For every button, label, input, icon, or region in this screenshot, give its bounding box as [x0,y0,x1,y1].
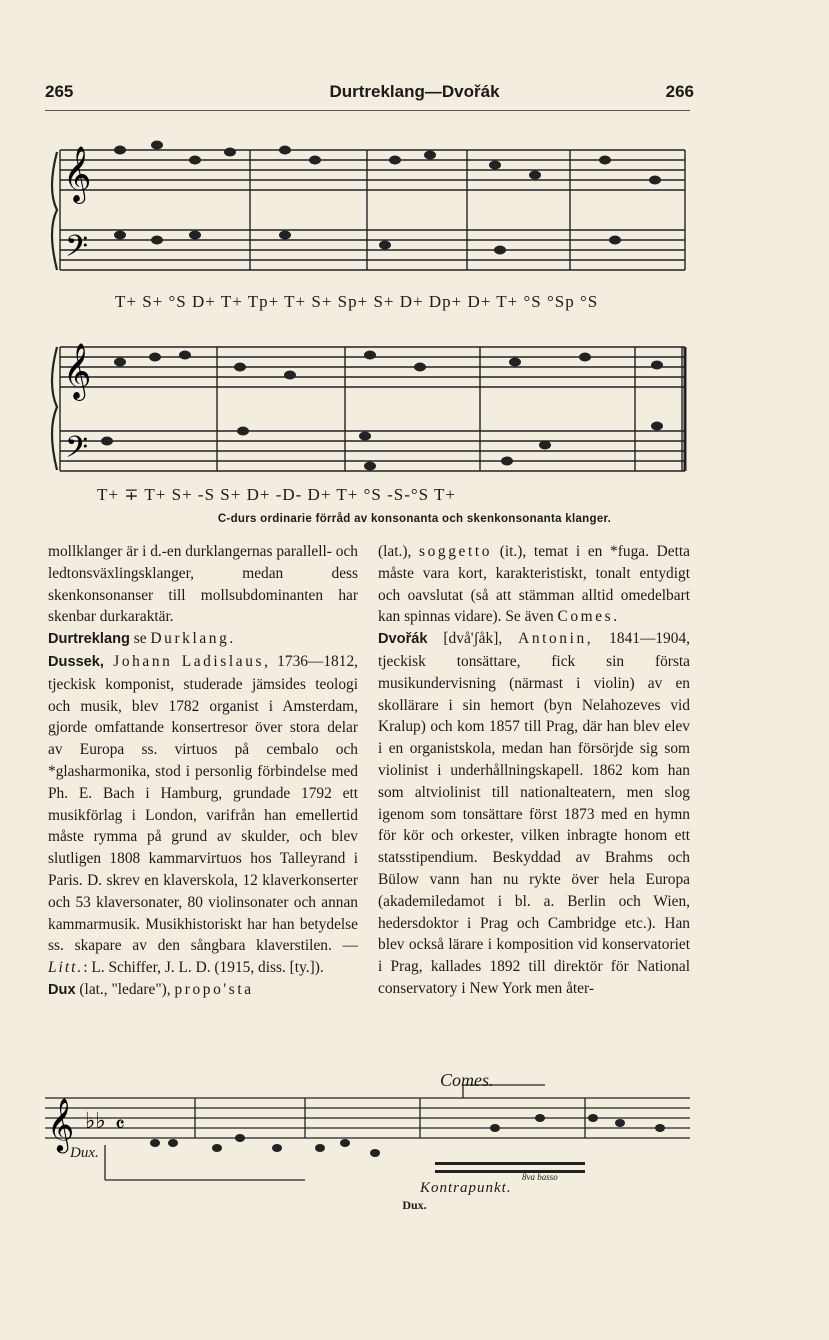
running-title: Durtreklang—Dvořák [329,82,500,101]
function-labels-2: T+ ∓ T+ S+ -S S+ D+ -D- D+ T+ °S -S-°S T+ [97,485,457,504]
staff-graphic-1 [45,130,690,290]
svg-text:𝄞: 𝄞 [47,1097,75,1151]
header-rule [45,110,690,111]
score-system-2 [45,335,690,513]
entry-dussek: Dussek, Johann Ladislaus, 1736—1812, tjeckisk komponist, studerade jämsides teologi och musik, blev 1782 organist i Amsterdam, gjorde omfattande konsertresor över stora delar av Europa ss. virtuos på cembalo och *glasharmonika, stod i personlig förbindelse med Ph. E. Bach i Hamburg, grundade 1792 ett musikförlag i London, varifrån han emellertid måste rymma på grund av skulder, och blev slutligen 1808 kammarvirtuos hos Talleyrand i Paris. D. skrev en klaverskola, 12 klaverkonserter och 53 klaversonater, 80 violinsonater och annan kammarmusik. Musikhistoriskt har han betydelse ss. skapare av den sångbara klaverstilen. — Litt.: L. Schiffer, J. L. D. (1915, diss. [ty.]). [48,652,358,977]
score-system-1 [45,130,690,320]
svg-text:𝄞: 𝄞 [63,146,92,202]
svg-text:♭♭: ♭♭ [85,1109,106,1134]
continued-paragraph: mollklanger är i d.-en durklangernas parallell- och ledtonsväxlingsklanger, medan dess skenkonsonanser till mollsubdominanten har skenbar durkaraktär. [48,543,358,626]
page-header [0,82,829,106]
page-number-right: 266 [665,82,694,101]
staff-graphic-2 [45,335,690,485]
cross-reference: Comes [557,608,614,626]
left-column [48,541,358,1002]
headword: Durtreklang [48,631,130,648]
comes-label: Comes. [440,1070,494,1090]
right-column [378,541,690,1000]
dux-label: Dux. [70,1145,99,1161]
music-example-staff [45,1070,690,1200]
entry-dvorak: Dvořák [dvå'ʃåk], Antonin, 1841—1904, tjeckisk tonsättare, fick sin första musikundervisning (närmast i violin) av en skollärare i sin hemort (byn Nelahozeves vid Kralup) och kom 1857 till Prag, där han blev elev i en organistskola, medan han försörjde sig som violinist i underhållningskapell. 1862 kom han som altviolinist till nationalteatern, men slog igenom som tonsättare först 1873 med en hymn för kör och orkester, vilken inbragte honom ett statsstipendium. Beskyddad av Brahms och Bülow vann han nu rykte över hela Europa (akademiledamot i bl. a. Berlin och Wien, hedersdoktor i Prag och Cambridge etc.). Han blev också lärare i komposition vid konservatoriet i Prag, kallades 1892 till direktör för National conservatory i New York men åter- [378,630,690,997]
entry-dux: Dux (lat., "ledare"), propo'sta [48,980,254,998]
continued-paragraph: (lat.), soggetto (it.), temat i en *fuga. Detta måste vara kort, karakteristiskt, tonalt entydigt och oavslutat (så att stämman alltid omedelbart kan spinnas vidare). Se även Comes. [378,543,690,626]
kontrapunkt-label: Kontrapunkt. [420,1180,512,1196]
svg-text:𝄞: 𝄞 [63,343,92,399]
basso-label: 8va basso [522,1172,558,1182]
headword: Dux [48,981,76,998]
svg-text:𝄴: 𝄴 [115,1113,125,1138]
cross-reference: Durklang [150,630,230,648]
svg-text:𝄢: 𝄢 [65,431,89,472]
function-labels-1: T+ S+ °S D+ T+ Tp+ T+ S+ Sp+ S+ D+ Dp+ D+ T+ °S °Sp °S [115,292,599,311]
entry-durtreklang: Durtreklang se Durklang. [48,630,234,648]
music-example-caption: Dux. [402,1198,427,1212]
headword: Dvořák [378,631,428,648]
page-number-left: 265 [45,82,74,101]
svg-text:𝄢: 𝄢 [65,230,89,271]
headword: Dussek, [48,653,104,670]
score-caption: C-durs ordinarie förråd av konsonanta och skenkonsonanta klanger. [217,513,612,525]
